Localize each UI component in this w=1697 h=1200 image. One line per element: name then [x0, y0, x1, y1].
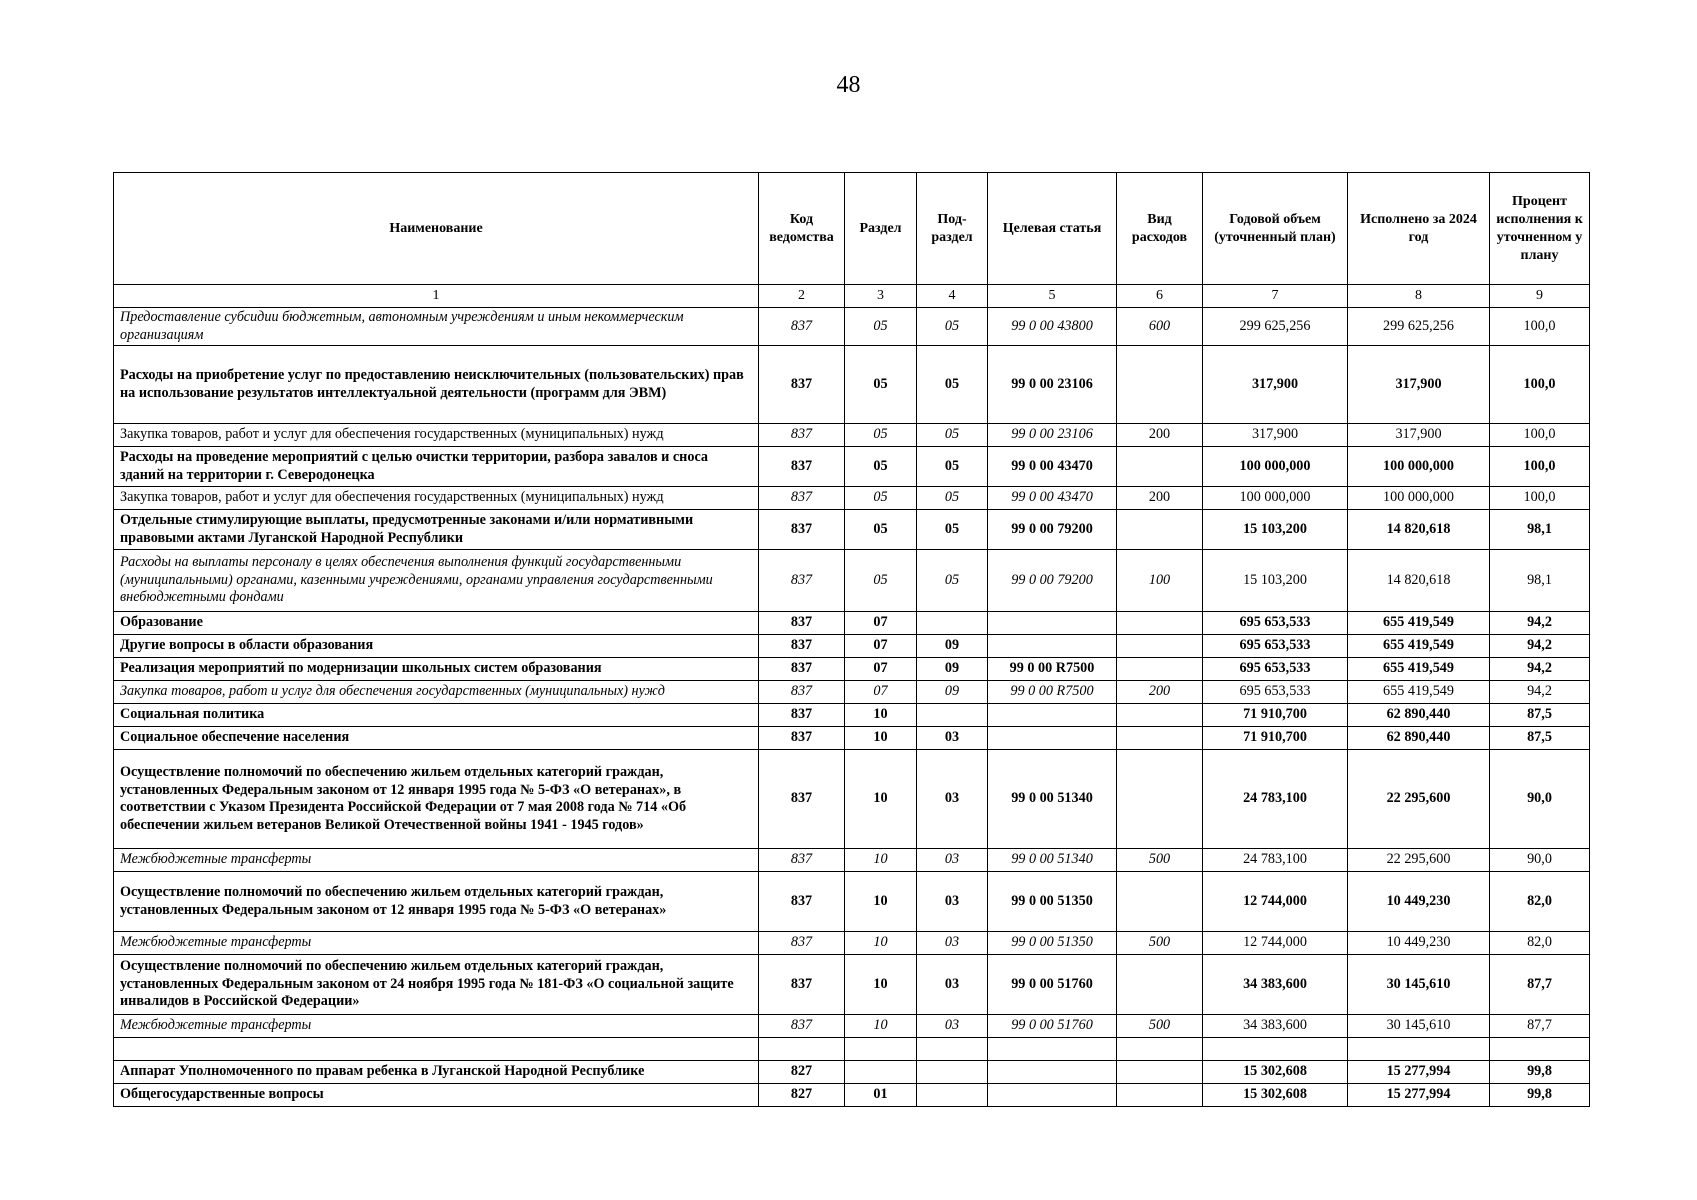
table-row	[114, 635, 1590, 658]
cell-agency-code	[759, 1038, 845, 1061]
page-number: 48	[836, 72, 861, 98]
header-agency-code: Код ведомства	[759, 173, 845, 285]
cell-target-item: 99 0 00 79200	[988, 510, 1117, 550]
cell-executed-2024: 22 295,600	[1348, 849, 1490, 872]
cell-executed-2024: 655 419,549	[1348, 658, 1490, 681]
cell-execution-percent: 94,2	[1490, 681, 1590, 704]
cell-target-item: 99 0 00 51760	[988, 955, 1117, 1015]
cell-annual-plan: 24 783,100	[1203, 750, 1348, 849]
cell-execution-percent: 98,1	[1490, 550, 1590, 612]
cell-name: Другие вопросы в области образования	[114, 635, 759, 658]
cell-section: 05	[845, 346, 917, 424]
cell-target-item: 99 0 00 51340	[988, 849, 1117, 872]
cell-target-item	[988, 635, 1117, 658]
cell-name: Осуществление полномочий по обеспечению жильем отдельных категорий граждан, установленных Федеральным законом от 12 января 1995 года № 5-ФЗ «О ветеранах», в соответствии с Указом Президента Российской Федерации от 7 мая 2008 года № 714 «Об обеспечении жильем ветеранов Великой Отечественной войны 1941 - 1945 годов»	[114, 750, 759, 849]
cell-subsection: 03	[917, 849, 988, 872]
cell-agency-code: 837	[759, 658, 845, 681]
cell-target-item	[988, 1038, 1117, 1061]
cell-name: Предоставление субсидии бюджетным, автономным учреждениям и иным некоммерческим организациям	[114, 308, 759, 346]
cell-annual-plan: 695 653,533	[1203, 612, 1348, 635]
table-row	[114, 487, 1590, 510]
cell-annual-plan: 71 910,700	[1203, 727, 1348, 750]
cell-subsection: 03	[917, 932, 988, 955]
cell-execution-percent: 99,8	[1490, 1084, 1590, 1107]
cell-subsection	[917, 704, 988, 727]
cell-subsection: 05	[917, 346, 988, 424]
cell-expense-type	[1117, 955, 1203, 1015]
cell-executed-2024: 14 820,618	[1348, 510, 1490, 550]
cell-section: 10	[845, 932, 917, 955]
cell-section: 07	[845, 612, 917, 635]
column-number: 3	[845, 285, 917, 308]
cell-name: Расходы на приобретение услуг по предоставлению неисключительных (пользовательских) прав на использование результатов интеллектуальной деятельности (программ для ЭВМ)	[114, 346, 759, 424]
cell-name: Закупка товаров, работ и услуг для обеспечения государственных (муниципальных) нужд	[114, 681, 759, 704]
cell-expense-type	[1117, 1061, 1203, 1084]
header-section: Раздел	[845, 173, 917, 285]
header-subsection: Под- раздел	[917, 173, 988, 285]
cell-expense-type	[1117, 1084, 1203, 1107]
cell-agency-code: 837	[759, 955, 845, 1015]
cell-execution-percent: 87,5	[1490, 727, 1590, 750]
cell-annual-plan: 695 653,533	[1203, 681, 1348, 704]
cell-target-item: 99 0 00 79200	[988, 550, 1117, 612]
cell-agency-code: 827	[759, 1084, 845, 1107]
cell-agency-code: 837	[759, 849, 845, 872]
cell-agency-code: 837	[759, 550, 845, 612]
budget-execution-table	[113, 172, 1590, 1107]
header-executed-2024: Исполнено за 2024 год	[1348, 173, 1490, 285]
cell-target-item	[988, 704, 1117, 727]
cell-execution-percent	[1490, 1038, 1590, 1061]
cell-name: Осуществление полномочий по обеспечению жильем отдельных категорий граждан, установленных Федеральным законом от 24 ноября 1995 года № 181-ФЗ «О социальной защите инвалидов в Российской Федерации»	[114, 955, 759, 1015]
table-row	[114, 346, 1590, 424]
cell-executed-2024: 22 295,600	[1348, 750, 1490, 849]
cell-execution-percent: 100,0	[1490, 346, 1590, 424]
cell-subsection: 05	[917, 424, 988, 447]
header-name: Наименование	[114, 173, 759, 285]
cell-execution-percent: 82,0	[1490, 932, 1590, 955]
cell-subsection	[917, 1038, 988, 1061]
cell-target-item: 99 0 00 R7500	[988, 658, 1117, 681]
cell-execution-percent: 99,8	[1490, 1061, 1590, 1084]
cell-expense-type	[1117, 612, 1203, 635]
cell-name: Осуществление полномочий по обеспечению жильем отдельных категорий граждан, установленных Федеральным законом от 12 января 1995 года № 5-ФЗ «О ветеранах»	[114, 872, 759, 932]
cell-executed-2024: 655 419,549	[1348, 612, 1490, 635]
column-number: 5	[988, 285, 1117, 308]
cell-target-item: 99 0 00 43800	[988, 308, 1117, 346]
cell-expense-type	[1117, 346, 1203, 424]
cell-subsection: 09	[917, 658, 988, 681]
cell-target-item: 99 0 00 51350	[988, 872, 1117, 932]
cell-agency-code: 837	[759, 872, 845, 932]
table-row	[114, 1061, 1590, 1084]
header-expense-type: Вид расходов	[1117, 173, 1203, 285]
cell-execution-percent: 94,2	[1490, 635, 1590, 658]
table-row	[114, 727, 1590, 750]
cell-agency-code: 837	[759, 346, 845, 424]
column-number: 7	[1203, 285, 1348, 308]
cell-expense-type	[1117, 1038, 1203, 1061]
cell-execution-percent: 87,7	[1490, 955, 1590, 1015]
cell-executed-2024: 655 419,549	[1348, 681, 1490, 704]
table-row	[114, 955, 1590, 1015]
column-number: 9	[1490, 285, 1590, 308]
table-row	[114, 510, 1590, 550]
table-row	[114, 1015, 1590, 1038]
table-row	[114, 658, 1590, 681]
header-annual-plan: Годовой объем (уточненный план)	[1203, 173, 1348, 285]
cell-annual-plan: 15 302,608	[1203, 1061, 1348, 1084]
cell-target-item: 99 0 00 R7500	[988, 681, 1117, 704]
cell-execution-percent: 100,0	[1490, 308, 1590, 346]
cell-executed-2024: 10 449,230	[1348, 932, 1490, 955]
cell-executed-2024: 317,900	[1348, 424, 1490, 447]
cell-agency-code: 837	[759, 681, 845, 704]
cell-execution-percent: 94,2	[1490, 612, 1590, 635]
cell-agency-code: 837	[759, 932, 845, 955]
cell-executed-2024: 100 000,000	[1348, 487, 1490, 510]
cell-target-item: 99 0 00 51760	[988, 1015, 1117, 1038]
cell-agency-code: 837	[759, 635, 845, 658]
cell-name: Закупка товаров, работ и услуг для обеспечения государственных (муниципальных) нужд	[114, 487, 759, 510]
cell-agency-code: 837	[759, 424, 845, 447]
cell-executed-2024: 299 625,256	[1348, 308, 1490, 346]
cell-subsection: 09	[917, 635, 988, 658]
cell-agency-code: 837	[759, 704, 845, 727]
cell-target-item: 99 0 00 51350	[988, 932, 1117, 955]
table-row	[114, 872, 1590, 932]
cell-subsection: 05	[917, 550, 988, 612]
cell-execution-percent: 82,0	[1490, 872, 1590, 932]
cell-expense-type: 600	[1117, 308, 1203, 346]
cell-name: Образование	[114, 612, 759, 635]
cell-agency-code: 837	[759, 487, 845, 510]
cell-execution-percent: 87,7	[1490, 1015, 1590, 1038]
cell-annual-plan: 317,900	[1203, 346, 1348, 424]
column-number: 1	[114, 285, 759, 308]
cell-name: Социальная политика	[114, 704, 759, 727]
cell-expense-type	[1117, 727, 1203, 750]
cell-name: Расходы на выплаты персоналу в целях обеспечения выполнения функций государственными (муниципальными) органами, казенными учреждениями, органами управления государственными внебюджетными фондами	[114, 550, 759, 612]
cell-executed-2024: 15 277,994	[1348, 1061, 1490, 1084]
cell-expense-type	[1117, 704, 1203, 727]
cell-target-item: 99 0 00 23106	[988, 424, 1117, 447]
cell-annual-plan: 12 744,000	[1203, 872, 1348, 932]
cell-expense-type	[1117, 635, 1203, 658]
header-execution-percent: Процент исполнения к уточненном у плану	[1490, 173, 1590, 285]
cell-execution-percent: 100,0	[1490, 424, 1590, 447]
table-row	[114, 308, 1590, 346]
cell-annual-plan: 34 383,600	[1203, 955, 1348, 1015]
cell-expense-type: 500	[1117, 849, 1203, 872]
cell-expense-type	[1117, 658, 1203, 681]
cell-subsection	[917, 612, 988, 635]
cell-target-item	[988, 1061, 1117, 1084]
cell-target-item: 99 0 00 23106	[988, 346, 1117, 424]
cell-target-item: 99 0 00 43470	[988, 447, 1117, 487]
cell-section: 10	[845, 849, 917, 872]
column-number: 2	[759, 285, 845, 308]
cell-annual-plan: 695 653,533	[1203, 658, 1348, 681]
cell-annual-plan: 15 302,608	[1203, 1084, 1348, 1107]
cell-section: 05	[845, 308, 917, 346]
cell-annual-plan	[1203, 1038, 1348, 1061]
cell-target-item	[988, 612, 1117, 635]
cell-expense-type: 200	[1117, 681, 1203, 704]
table-row	[114, 681, 1590, 704]
table-row	[114, 447, 1590, 487]
cell-subsection: 03	[917, 1015, 988, 1038]
cell-section: 07	[845, 658, 917, 681]
column-number: 8	[1348, 285, 1490, 308]
table-row	[114, 1084, 1590, 1107]
cell-subsection: 05	[917, 308, 988, 346]
cell-target-item: 99 0 00 43470	[988, 487, 1117, 510]
cell-annual-plan: 71 910,700	[1203, 704, 1348, 727]
cell-section: 05	[845, 447, 917, 487]
cell-agency-code: 837	[759, 1015, 845, 1038]
cell-execution-percent: 100,0	[1490, 487, 1590, 510]
cell-execution-percent: 90,0	[1490, 849, 1590, 872]
cell-expense-type: 500	[1117, 1015, 1203, 1038]
cell-annual-plan: 695 653,533	[1203, 635, 1348, 658]
cell-section: 05	[845, 510, 917, 550]
cell-name: Закупка товаров, работ и услуг для обеспечения государственных (муниципальных) нужд	[114, 424, 759, 447]
cell-name: Реализация мероприятий по модернизации школьных систем образования	[114, 658, 759, 681]
cell-agency-code: 837	[759, 510, 845, 550]
table-row	[114, 424, 1590, 447]
cell-execution-percent: 94,2	[1490, 658, 1590, 681]
cell-subsection: 03	[917, 955, 988, 1015]
table-row	[114, 750, 1590, 849]
cell-name: Общегосударственные вопросы	[114, 1084, 759, 1107]
cell-name: Межбюджетные трансферты	[114, 932, 759, 955]
cell-subsection: 03	[917, 872, 988, 932]
cell-name: Межбюджетные трансферты	[114, 1015, 759, 1038]
cell-expense-type: 200	[1117, 424, 1203, 447]
table-row	[114, 612, 1590, 635]
cell-target-item: 99 0 00 51340	[988, 750, 1117, 849]
table-row	[114, 704, 1590, 727]
cell-section: 07	[845, 635, 917, 658]
cell-name	[114, 1038, 759, 1061]
cell-section: 10	[845, 955, 917, 1015]
cell-agency-code: 837	[759, 447, 845, 487]
cell-executed-2024: 30 145,610	[1348, 955, 1490, 1015]
cell-executed-2024: 14 820,618	[1348, 550, 1490, 612]
cell-annual-plan: 12 744,000	[1203, 932, 1348, 955]
cell-target-item	[988, 1084, 1117, 1107]
cell-subsection: 05	[917, 510, 988, 550]
cell-section: 10	[845, 704, 917, 727]
cell-agency-code: 837	[759, 308, 845, 346]
table-row	[114, 550, 1590, 612]
cell-section	[845, 1061, 917, 1084]
table-row	[114, 932, 1590, 955]
cell-name: Отдельные стимулирующие выплаты, предусмотренные законами и/или нормативными правовыми актами Луганской Народной Республики	[114, 510, 759, 550]
cell-name: Аппарат Уполномоченного по правам ребенка в Луганской Народной Республике	[114, 1061, 759, 1084]
cell-subsection: 03	[917, 750, 988, 849]
cell-executed-2024: 655 419,549	[1348, 635, 1490, 658]
cell-execution-percent: 87,5	[1490, 704, 1590, 727]
table-header	[114, 173, 1590, 308]
cell-expense-type: 100	[1117, 550, 1203, 612]
cell-name: Социальное обеспечение населения	[114, 727, 759, 750]
column-number: 4	[917, 285, 988, 308]
cell-name: Расходы на проведение мероприятий с целью очистки территории, разбора завалов и сноса зданий на территории г. Северодонецка	[114, 447, 759, 487]
table-body	[114, 308, 1590, 1107]
cell-target-item	[988, 727, 1117, 750]
cell-annual-plan: 299 625,256	[1203, 308, 1348, 346]
cell-annual-plan: 317,900	[1203, 424, 1348, 447]
cell-execution-percent: 98,1	[1490, 510, 1590, 550]
cell-annual-plan: 100 000,000	[1203, 447, 1348, 487]
cell-section: 05	[845, 424, 917, 447]
cell-subsection	[917, 1084, 988, 1107]
cell-section	[845, 1038, 917, 1061]
cell-agency-code: 837	[759, 750, 845, 849]
cell-subsection: 09	[917, 681, 988, 704]
cell-annual-plan: 34 383,600	[1203, 1015, 1348, 1038]
cell-subsection: 05	[917, 487, 988, 510]
cell-expense-type	[1117, 510, 1203, 550]
cell-expense-type: 500	[1117, 932, 1203, 955]
cell-section: 10	[845, 1015, 917, 1038]
cell-executed-2024: 100 000,000	[1348, 447, 1490, 487]
cell-section: 10	[845, 727, 917, 750]
cell-subsection	[917, 1061, 988, 1084]
cell-section: 07	[845, 681, 917, 704]
cell-executed-2024: 62 890,440	[1348, 727, 1490, 750]
cell-name: Межбюджетные трансферты	[114, 849, 759, 872]
cell-executed-2024: 15 277,994	[1348, 1084, 1490, 1107]
cell-subsection: 05	[917, 447, 988, 487]
cell-annual-plan: 15 103,200	[1203, 550, 1348, 612]
cell-expense-type: 200	[1117, 487, 1203, 510]
cell-execution-percent: 100,0	[1490, 447, 1590, 487]
cell-expense-type	[1117, 750, 1203, 849]
column-number: 6	[1117, 285, 1203, 308]
cell-annual-plan: 15 103,200	[1203, 510, 1348, 550]
cell-executed-2024: 30 145,610	[1348, 1015, 1490, 1038]
cell-section: 01	[845, 1084, 917, 1107]
cell-executed-2024: 62 890,440	[1348, 704, 1490, 727]
cell-executed-2024: 10 449,230	[1348, 872, 1490, 932]
cell-agency-code: 837	[759, 612, 845, 635]
cell-agency-code: 827	[759, 1061, 845, 1084]
cell-subsection: 03	[917, 727, 988, 750]
table-row	[114, 849, 1590, 872]
cell-executed-2024	[1348, 1038, 1490, 1061]
table-row	[114, 1038, 1590, 1061]
cell-section: 10	[845, 872, 917, 932]
cell-agency-code: 837	[759, 727, 845, 750]
cell-annual-plan: 100 000,000	[1203, 487, 1348, 510]
cell-execution-percent: 90,0	[1490, 750, 1590, 849]
cell-section: 10	[845, 750, 917, 849]
cell-section: 05	[845, 487, 917, 510]
cell-expense-type	[1117, 872, 1203, 932]
cell-executed-2024: 317,900	[1348, 346, 1490, 424]
header-target-item: Целевая статья	[988, 173, 1117, 285]
cell-expense-type	[1117, 447, 1203, 487]
cell-section: 05	[845, 550, 917, 612]
cell-annual-plan: 24 783,100	[1203, 849, 1348, 872]
